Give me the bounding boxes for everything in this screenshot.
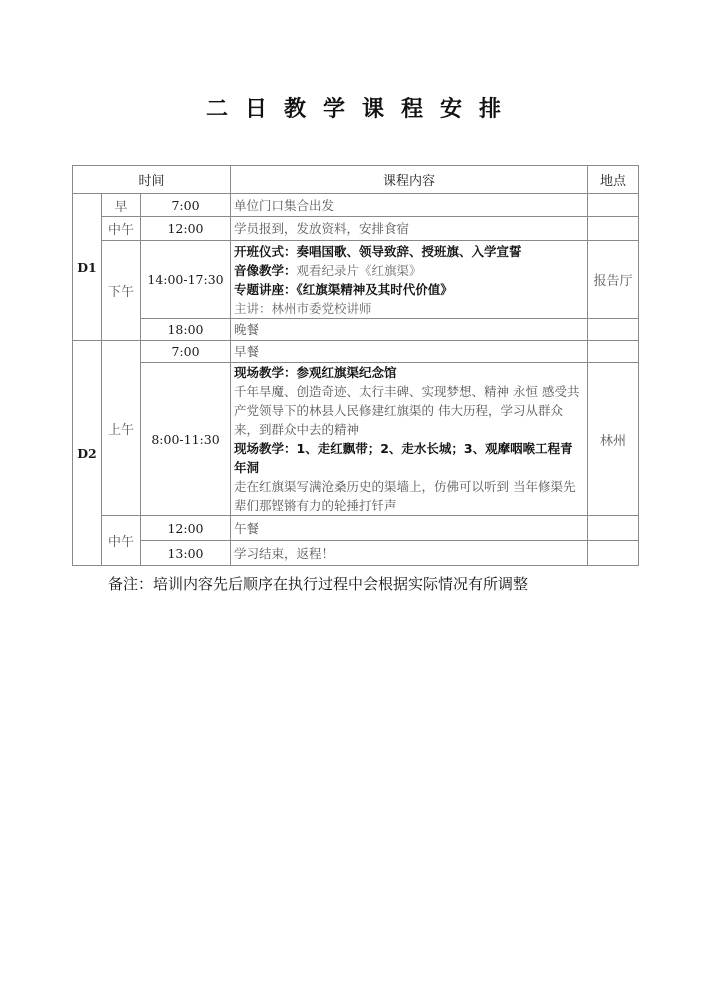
content-text: 奏唱国歌、领导致辞、授班旗、入学宣誓: [296, 243, 522, 259]
content-cell: 学习结束，返程！: [231, 541, 588, 566]
table-row: [73, 217, 639, 241]
period-cell: 下午: [102, 241, 141, 341]
day-label: D1: [73, 194, 102, 341]
time-cell: 14:00-17:30: [141, 241, 231, 319]
content-label: 专题讲座：: [234, 281, 297, 297]
time-cell: 18:00: [141, 319, 231, 341]
time-cell: 12:00: [141, 516, 231, 541]
content-cell: 单位门口集合出发: [231, 194, 588, 217]
content-cell: 晚餐: [231, 319, 588, 341]
period-cell: 中午: [102, 217, 141, 241]
header-content: 课程内容: [231, 166, 588, 194]
time-cell: 7:00: [141, 341, 231, 363]
location-cell: 报告厅: [588, 241, 639, 319]
content-text: 林州市委党校讲师: [271, 300, 372, 316]
table-row: [73, 319, 639, 341]
content-label: 主讲：: [234, 300, 272, 316]
table-row: [73, 516, 639, 541]
content-cell: 午餐: [231, 516, 588, 541]
remark-note: 备注：培训内容先后顺序在执行过程中会根据实际情况有所调整: [108, 575, 529, 593]
content-cell: 学员报到，发放资料，安排食宿: [231, 217, 588, 241]
table-row: [73, 194, 639, 217]
header-time: 时间: [73, 166, 231, 194]
time-cell: 8:00-11:30: [141, 363, 231, 516]
day-label: D2: [73, 341, 102, 566]
content-cell: [231, 241, 588, 319]
content-text: 《红旗渠精神及其时代价值》: [296, 281, 453, 297]
schedule-table: [72, 165, 639, 566]
time-cell: 12:00: [141, 217, 231, 241]
table-row: [73, 241, 639, 319]
period-cell: 上午: [102, 341, 141, 516]
content-heading: 现场教学：参观红旗渠纪念馆: [234, 365, 397, 380]
location-cell: [588, 516, 639, 541]
content-cell: [231, 363, 588, 516]
location-cell: [588, 194, 639, 217]
table-row: [73, 541, 639, 566]
content-text: 观看纪录片《红旗渠》: [296, 262, 422, 278]
period-cell: 早: [102, 194, 141, 217]
content-text: 走在红旗渠写满沧桑历史的渠墙上，仿佛可以听到 当年修渠先辈们那铿锵有力的轮捶打钎声: [234, 479, 576, 513]
content-text: 千年旱魔、创造奇迹、太行丰碑、实现梦想、精神 永恒 感受共产党领导下的林县人民修建红旗渠的 伟大历程，学习从群众来，到群众中去的精神: [234, 384, 580, 437]
content-label: 开班仪式：: [234, 243, 297, 259]
table-row: [73, 341, 639, 363]
location-cell: 林州: [588, 363, 639, 516]
period-cell: 中午: [102, 516, 141, 566]
table-header-row: [73, 166, 639, 194]
location-cell: [588, 217, 639, 241]
page-title: 二日教学课程安排: [205, 97, 518, 122]
location-cell: [588, 319, 639, 341]
time-cell: 7:00: [141, 194, 231, 217]
time-cell: 13:00: [141, 541, 231, 566]
location-cell: [588, 541, 639, 566]
content-cell: 早餐: [231, 341, 588, 363]
content-label: 音像教学：: [234, 262, 297, 278]
table-row: [73, 363, 639, 516]
location-cell: [588, 341, 639, 363]
header-location: 地点: [588, 166, 639, 194]
content-heading: 现场教学：1、走红飘带；2、走水长城；3、观摩咽喉工程青年洞: [234, 441, 573, 475]
